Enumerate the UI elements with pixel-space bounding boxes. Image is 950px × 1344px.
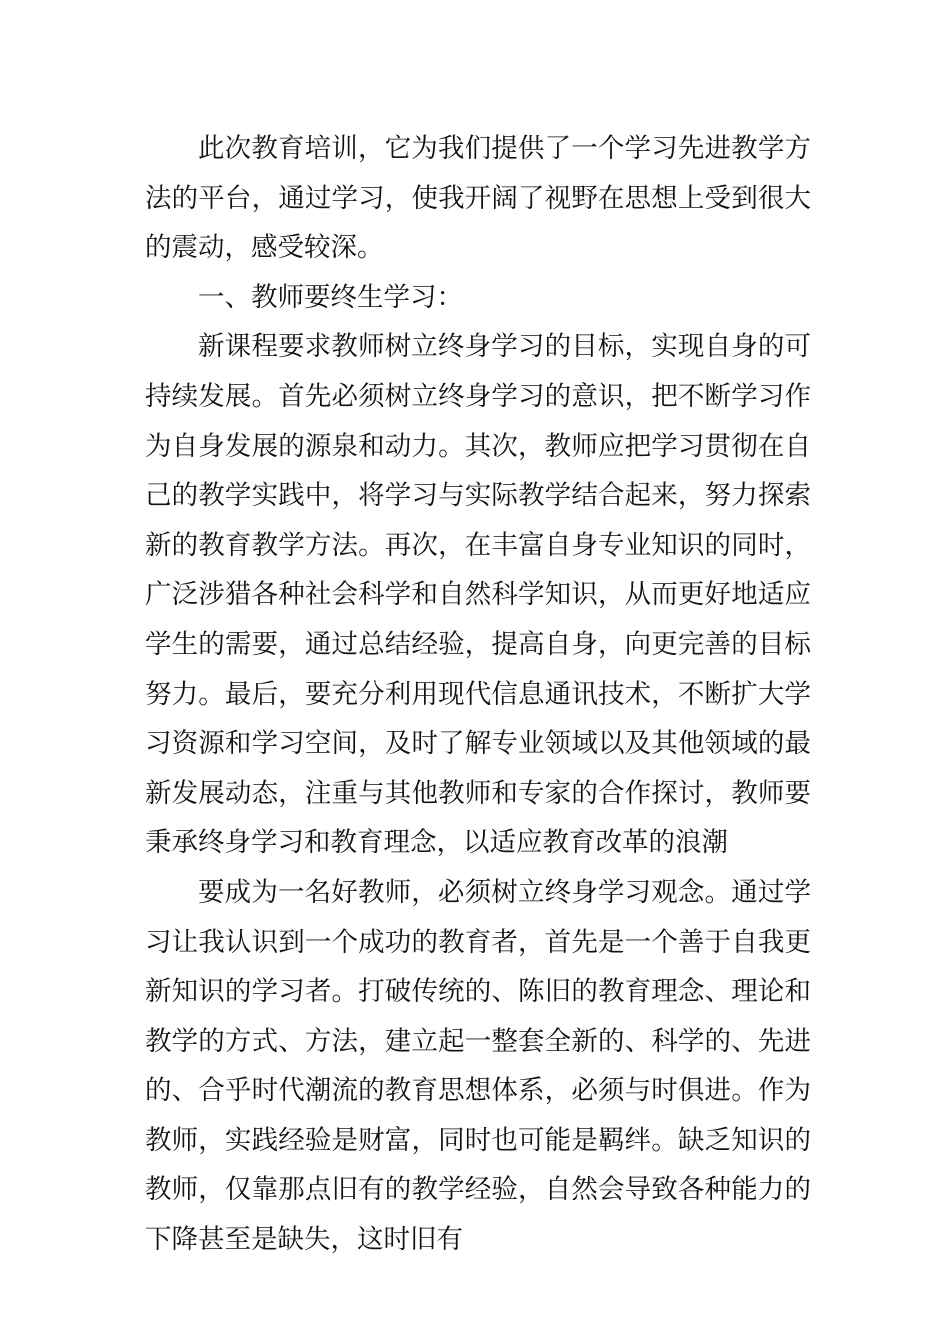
paragraph-intro: 此次教育培训，它为我们提供了一个学习先进教学方法的平台，通过学习，使我开阔了视野在思想上受到很大的震动，感受较深。 bbox=[145, 133, 811, 264]
paragraph-lifelong-learning: 新课程要求教师树立终身学习的目标，实现自身的可持续发展。首先必须树立终身学习的意识，把不断学习作为自身发展的源泉和动力。其次，教师应把学习贯彻在自己的教学实践中，将学习与实际教学结合起来，努力探索新的教育教学方法。再次，在丰富自身专业知识的同时，广泛涉猎各种社会科学和自然科学知识，从而更好地适应学生的需要，通过总结经验，提高自身，向更完善的目标努力。最后，要充分利用现代信息通讯技术，不断扩大学习资源和学习空间，及时了解专业领域以及其他领域的最新发展动态，注重与其他教师和专家的合作探讨，教师要秉承终身学习和教育理念，以适应教育改革的浪潮 bbox=[145, 331, 811, 859]
document-body bbox=[145, 124, 811, 1265]
paragraph-good-teacher: 要成为一名好教师，必须树立终身学习观念。通过学习让我认识到一个成功的教育者，首先是一个善于自我更新知识的学习者。打破传统的、陈旧的教育理念、理论和教学的方式、方法，建立起一整套全新的、科学的、先进的、合乎时代潮流的教育思想体系，必须与时俱进。作为教师，实践经验是财富，同时也可能是羁绊。缺乏知识的教师，仅靠那点旧有的教学经验，自然会导致各种能力的下降甚至是缺失，这时旧有 bbox=[145, 876, 811, 1256]
section-heading: 一、教师要终生学习： bbox=[198, 281, 463, 313]
